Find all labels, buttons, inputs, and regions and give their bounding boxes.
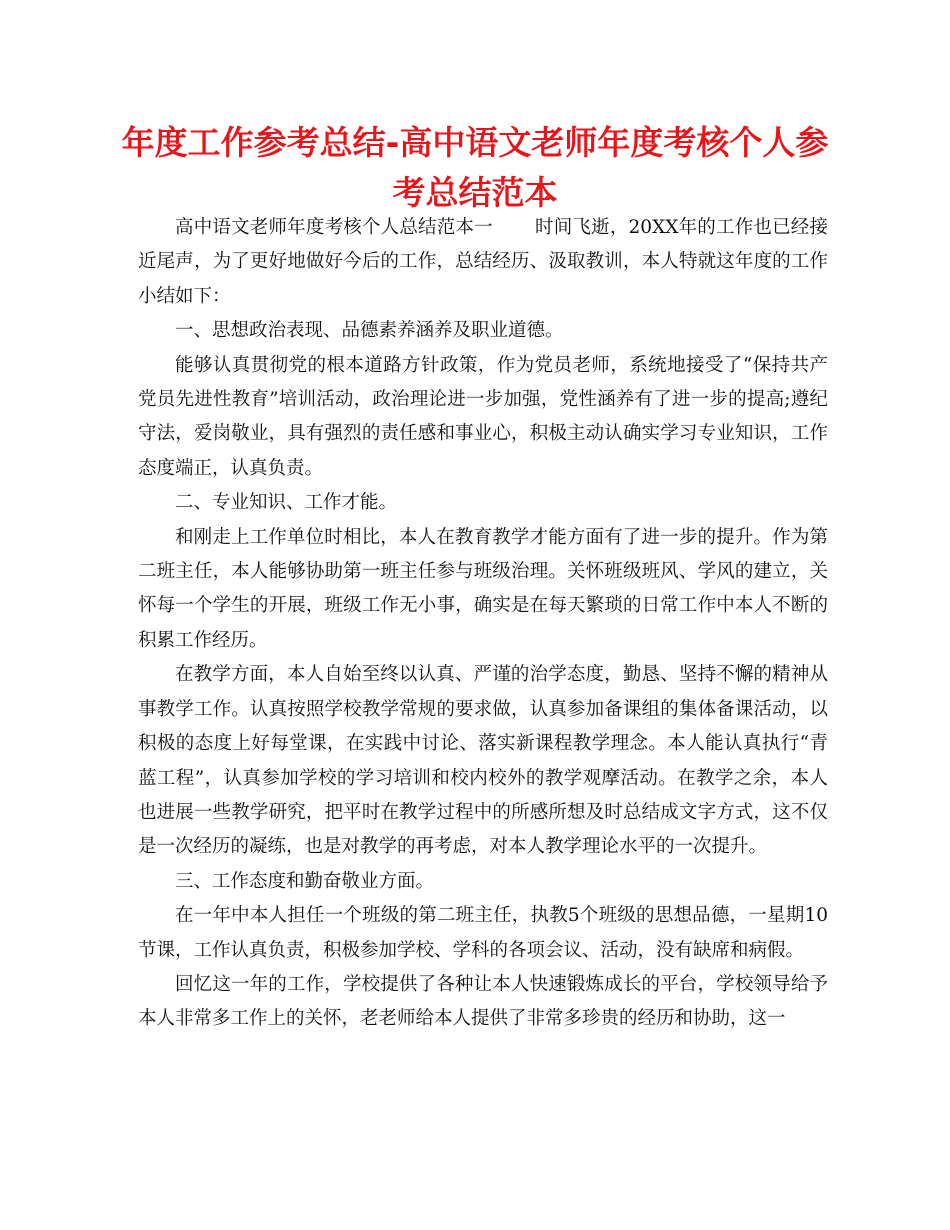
body-paragraph: 回忆这一年的工作，学校提供了各种让本人快速锻炼成长的平台，学校领导给予本人非常多工作上的关怀，老老师给本人提供了非常多珍贵的经历和协助，这一: [138, 973, 828, 1030]
body-paragraph: 和刚走上工作单位时相比，本人在教育教学才能方面有了进一步的提升。作为第二班主任，本人能够协助第一班主任参与班级治理。关怀班级班风、学风的建立，关怀每一个学生的开展，班级工作无小事，确实是在每天繁琐的日常工作中本人不断的积累工作经历。: [138, 526, 828, 651]
intro-paragraph: [138, 211, 828, 314]
section-heading-2: 二、专业知识、工作才能。: [175, 492, 398, 514]
section-heading-3: 三、工作态度和勤奋敬业方面。: [175, 870, 435, 892]
intro-text: 时间飞逝，20XX年的工作也已经接近尾声，为了更好地做好今后的工作，总结经历、汲取教训，本人特就这年度的工作小结如下：: [138, 217, 828, 307]
document-title: 年度工作参考总结-高中语文老师年度考核个人参考总结范本: [121, 123, 829, 212]
body-paragraph: 在一年中本人担任一个班级的第二班主任，执教5个班级的思想品德，一星期10节课，工作认真负责，积极参加学校、学科的各项会议、活动，没有缺席和病假。: [138, 905, 828, 961]
body-paragraph: 在教学方面，本人自始至终以认真、严谨的治学态度，勤恳、坚持不懈的精神从事教学工作。认真按照学校教学常规的要求做，认真参加备课组的集体备课活动，以积极的态度上好每堂课，在实践中讨论、落实新课程教学理念。本人能认真执行“青蓝工程”，认真参加学校的学习培训和校内校外的教学观摩活动。在教学之余，本人也进展一些教学研究，把平时在教学过程中的所感所想及时总结成文字方式，这不仅是一次经历的凝练，也是对教学的再考虑，对本人教学理论水平的一次提升。: [138, 664, 828, 858]
body-paragraph: 能够认真贯彻党的根本道路方针政策，作为党员老师，系统地接受了“保持共产党员先进性教育”培训活动，政治理论进一步加强，党性涵养有了进一步的提高;遵纪守法，爱岗敬业，具有强烈的责任感和事业心，积极主动认确实学习专业知识，工作态度端正，认真负责。: [138, 354, 828, 479]
document-body: [138, 211, 828, 1037]
section-heading-1: 一、思想政治表现、品德素养涵养及职业道德。: [175, 320, 564, 342]
intro-heading: 高中语文老师年度考核个人总结范本一: [175, 217, 493, 238]
